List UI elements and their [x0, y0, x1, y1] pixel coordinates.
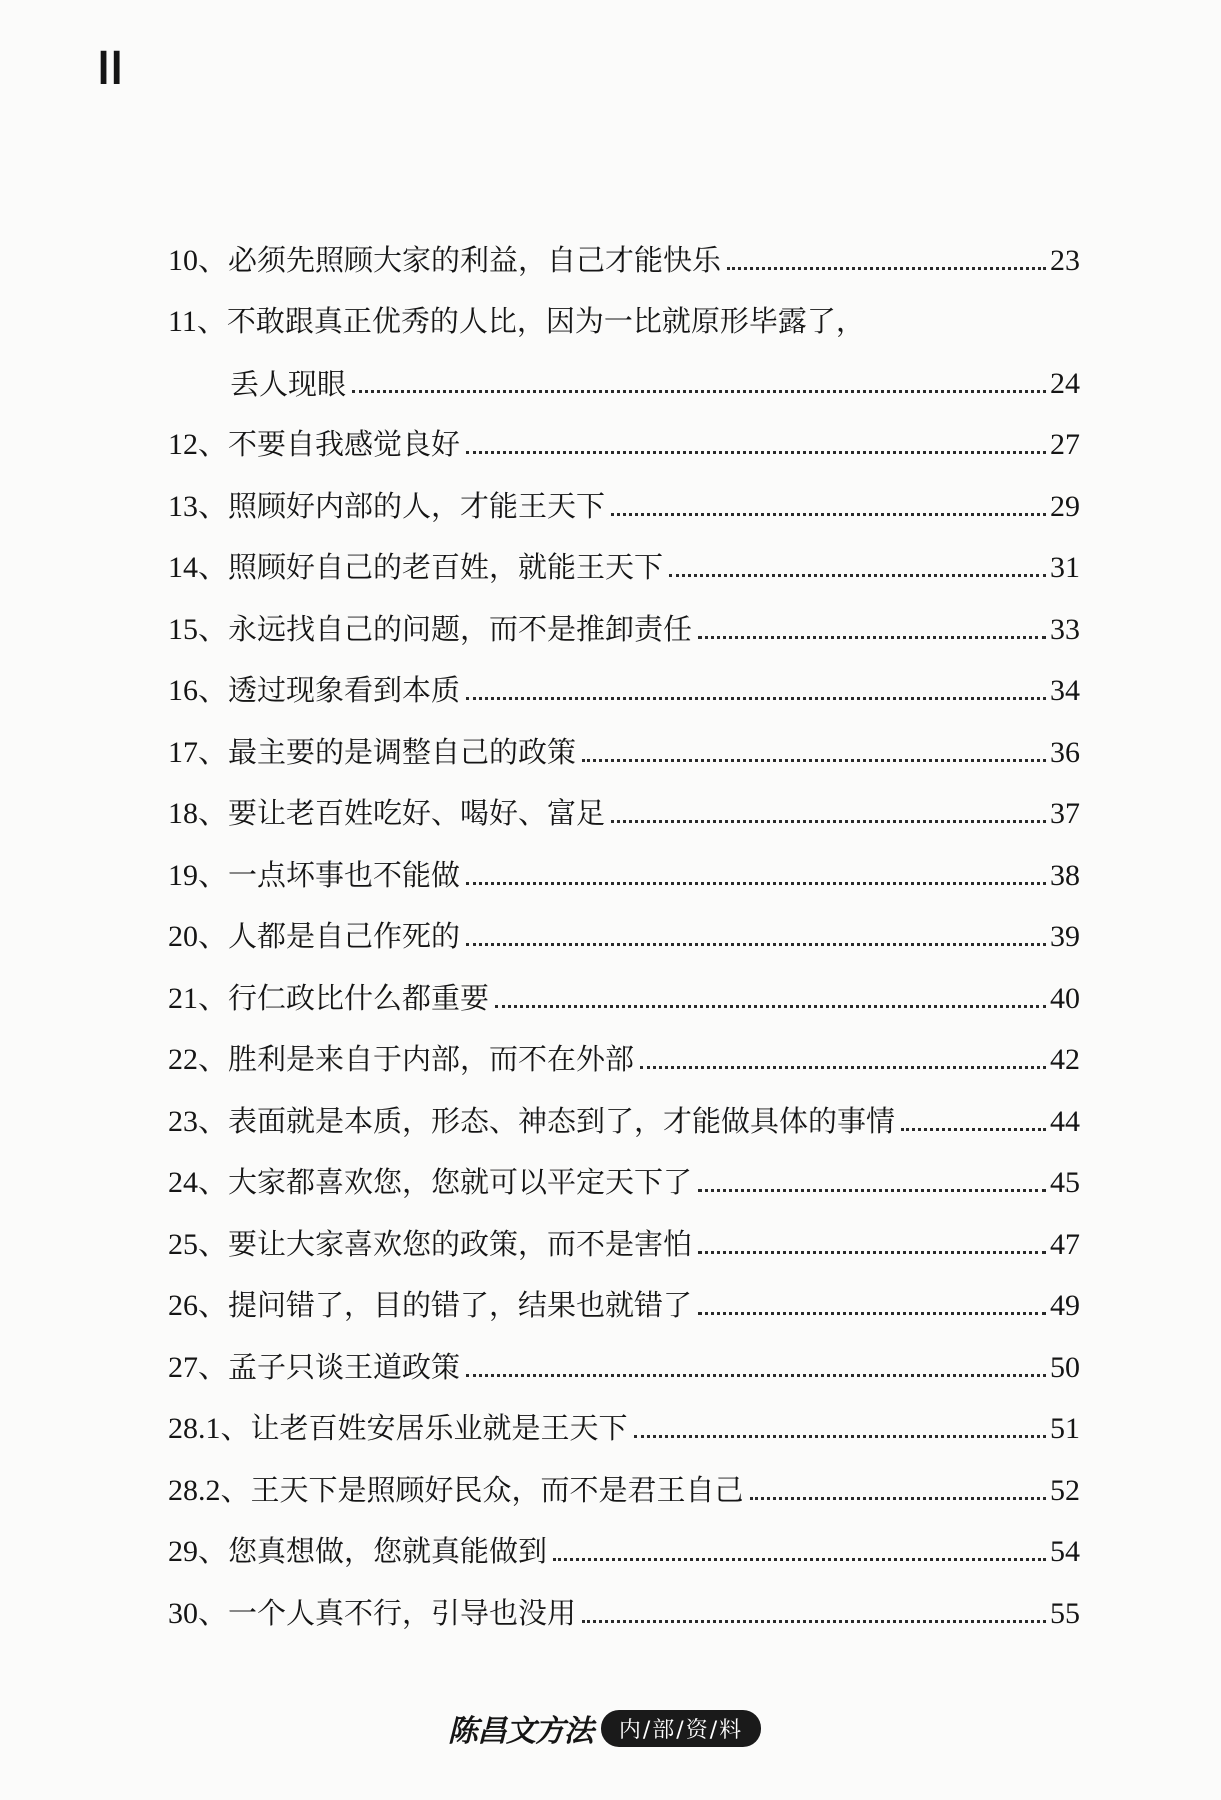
toc-entry — [168, 891, 1080, 953]
toc-entry-page: 49 — [1050, 1289, 1080, 1322]
toc-entry-page: 24 — [1050, 366, 1080, 400]
dot-leader — [669, 574, 1046, 577]
toc-entry — [168, 399, 1080, 461]
toc-entry-number: 29、 — [168, 1535, 228, 1568]
toc-entry-title: 让老百姓安居乐业就是王天下 — [250, 1411, 628, 1445]
dot-leader — [640, 1066, 1046, 1069]
toc-entry-title: 您真想做，您就真能做到 — [228, 1534, 548, 1568]
dot-leader — [611, 820, 1046, 823]
toc-entry-page: 42 — [1050, 1043, 1080, 1076]
dot-leader — [466, 451, 1046, 454]
toc-entry — [168, 1075, 1080, 1137]
dot-leader — [698, 1189, 1046, 1192]
toc-entry-text — [168, 550, 664, 584]
dot-leader — [495, 1005, 1046, 1008]
toc-entry-title: 不要自我感觉良好 — [228, 427, 461, 461]
toc-entry-page: 27 — [1050, 428, 1080, 461]
toc-entry-title: 最主要的是调整自己的政策 — [228, 734, 577, 769]
toc-entry-number: 19、 — [168, 858, 228, 892]
toc-entry-number: 20、 — [168, 920, 228, 953]
toc-entry-text — [168, 304, 865, 338]
toc-entry-page: 44 — [1050, 1104, 1080, 1138]
toc-entry — [168, 276, 1080, 338]
toc-entry-text — [168, 1226, 693, 1261]
toc-entry — [168, 645, 1080, 707]
footer — [0, 1706, 1215, 1750]
toc-entry-number: 28.2、 — [168, 1473, 251, 1507]
toc-entry-number: 28.1、 — [168, 1412, 251, 1445]
toc-entry-text — [168, 980, 490, 1015]
dot-leader — [352, 390, 1046, 393]
toc-entry — [168, 460, 1080, 522]
toc-entry-page: 36 — [1050, 735, 1080, 769]
dot-leader — [582, 1620, 1046, 1623]
toc-entry-title: 要让大家喜欢您的政策，而不是害怕 — [228, 1226, 693, 1261]
toc-entry-title: 人都是自己作死的 — [228, 919, 461, 953]
dot-leader — [466, 882, 1046, 885]
toc-entry-page: 52 — [1050, 1473, 1080, 1507]
dot-leader — [750, 1497, 1046, 1500]
toc-entry-page: 38 — [1050, 858, 1080, 892]
toc-entry-text — [168, 1534, 548, 1568]
toc-entry — [168, 337, 1080, 399]
dot-leader — [901, 1128, 1046, 1131]
toc-entry-number: 17、 — [168, 735, 228, 769]
toc-entry-text — [168, 427, 461, 461]
toc-entry-title: 不敢跟真正优秀的人比，因为一比就原形毕露了， — [226, 304, 865, 338]
dot-leader — [698, 636, 1046, 639]
dot-leader — [466, 1374, 1046, 1377]
toc-entry-title: 孟子只谈王道政策 — [228, 1349, 461, 1384]
internal-material-badge: 内/部/资/料 — [601, 1710, 761, 1747]
toc-entry-text — [168, 919, 461, 953]
toc-entry-title: 照顾好自己的老百姓，就能王天下 — [228, 550, 664, 584]
toc-entry-text — [168, 1165, 693, 1199]
dot-leader — [634, 1435, 1046, 1438]
toc-entry-page: 31 — [1050, 551, 1080, 584]
toc-entry — [168, 1014, 1080, 1076]
toc-entry-text — [168, 1288, 693, 1322]
toc-entry-page: 51 — [1050, 1412, 1080, 1445]
toc-entry-text — [168, 796, 606, 830]
toc-entry-page: 33 — [1050, 612, 1080, 646]
toc-entry-number: 25、 — [168, 1227, 228, 1261]
toc-entry-title: 一个人真不行，引导也没用 — [228, 1595, 577, 1630]
toc-entry — [168, 1321, 1080, 1383]
toc-entry-text — [168, 1042, 635, 1076]
toc-entry-text — [230, 366, 347, 401]
toc-entry-page: 37 — [1050, 797, 1080, 830]
toc-entry-text — [168, 1349, 461, 1384]
toc-entry-text — [168, 734, 577, 769]
toc-entry — [168, 1506, 1080, 1568]
toc-entry-number: 23、 — [168, 1104, 228, 1138]
toc-entry — [168, 1444, 1080, 1506]
toc-entry-number: 10、 — [168, 243, 228, 277]
footer-brand: 陈昌文方法 — [447, 1714, 593, 1749]
dot-leader — [698, 1251, 1046, 1254]
toc-entry-title: 永远找自己的问题，而不是推卸责任 — [228, 611, 693, 646]
toc-entry-title: 胜利是来自于内部，而不在外部 — [228, 1042, 635, 1076]
toc-entry-title: 表面就是本质，形态、神态到了，才能做具体的事情 — [228, 1103, 896, 1138]
dot-leader — [466, 943, 1046, 946]
dot-leader — [582, 759, 1046, 762]
toc-entry-number: 26、 — [168, 1289, 228, 1322]
toc-entry — [168, 522, 1080, 584]
toc-entry-page: 55 — [1050, 1596, 1080, 1630]
toc-entry-number: 15、 — [168, 612, 228, 646]
toc-entry-number: 13、 — [168, 489, 228, 523]
toc-entry-text — [168, 1411, 628, 1445]
toc-entry-text — [168, 673, 461, 707]
toc-entry-number: 11、 — [168, 305, 227, 338]
toc-entry-number: 18、 — [168, 797, 228, 830]
toc-entry-page: 40 — [1050, 981, 1080, 1015]
toc-entry-title: 要让老百姓吃好、喝好、富足 — [228, 796, 606, 830]
toc-entry-number: 30、 — [168, 1596, 228, 1630]
toc-entry-number: 22、 — [168, 1043, 228, 1076]
toc-entry-text — [168, 857, 461, 892]
toc-entry — [168, 706, 1080, 768]
dot-leader — [698, 1312, 1046, 1315]
dot-leader — [553, 1558, 1046, 1561]
toc-entry-number: 24、 — [168, 1166, 228, 1199]
toc-entry-page: 34 — [1050, 674, 1080, 707]
toc-entry-text — [168, 1103, 896, 1138]
toc-entry — [168, 583, 1080, 645]
toc-entry — [168, 1383, 1080, 1445]
dot-leader — [727, 267, 1046, 270]
toc-entry-number: 14、 — [168, 551, 228, 584]
toc-entry-number: 27、 — [168, 1350, 228, 1384]
table-of-contents — [168, 214, 1080, 1629]
dot-leader — [466, 697, 1046, 700]
toc-entry-page: 23 — [1050, 243, 1080, 277]
toc-entry — [168, 829, 1080, 891]
dot-leader — [611, 513, 1046, 516]
toc-entry-text — [168, 611, 693, 646]
toc-entry-title: 透过现象看到本质 — [228, 673, 461, 707]
page-number: II — [98, 42, 125, 95]
toc-entry — [168, 214, 1080, 276]
toc-entry — [168, 1137, 1080, 1199]
toc-entry-page: 54 — [1050, 1535, 1080, 1568]
toc-entry-page: 29 — [1050, 489, 1080, 523]
toc-entry-title: 丢人现眼 — [230, 366, 347, 401]
toc-entry — [168, 1260, 1080, 1322]
toc-entry-title: 必须先照顾大家的利益，自己才能快乐 — [228, 242, 722, 277]
toc-entry-text — [168, 1595, 577, 1630]
toc-entry-title: 提问错了，目的错了，结果也就错了 — [228, 1288, 693, 1322]
toc-entry — [168, 1198, 1080, 1260]
toc-entry-title: 一点坏事也不能做 — [228, 857, 461, 892]
toc-entry-number: 21、 — [168, 981, 228, 1015]
toc-entry-title: 照顾好内部的人，才能王天下 — [228, 488, 606, 523]
toc-entry-page: 45 — [1050, 1166, 1080, 1199]
toc-entry-text — [168, 242, 722, 277]
toc-entry-title: 王天下是照顾好民众，而不是君王自己 — [250, 1472, 744, 1507]
toc-entry-page: 39 — [1050, 920, 1080, 953]
toc-entry-text — [168, 488, 606, 523]
toc-entry-number: 16、 — [168, 674, 228, 707]
toc-entry-title: 行仁政比什么都重要 — [228, 980, 490, 1015]
toc-entry-page: 47 — [1050, 1227, 1080, 1261]
toc-entry — [168, 1567, 1080, 1629]
toc-entry — [168, 768, 1080, 830]
toc-entry-page: 50 — [1050, 1350, 1080, 1384]
toc-entry-title: 大家都喜欢您，您就可以平定天下了 — [228, 1165, 693, 1199]
toc-entry-text — [168, 1472, 744, 1507]
toc-entry — [168, 952, 1080, 1014]
toc-entry-number: 12、 — [168, 428, 228, 461]
